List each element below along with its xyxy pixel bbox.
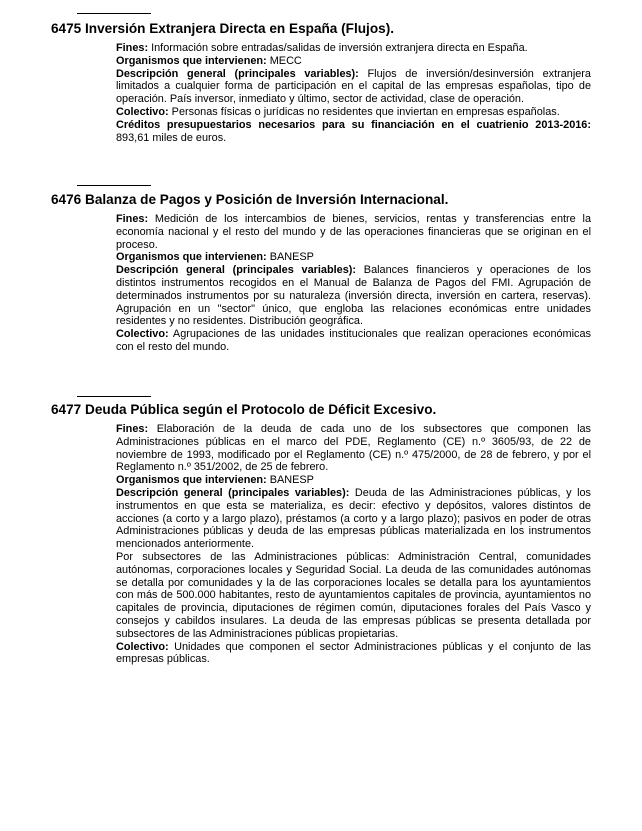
section-divider — [77, 396, 151, 397]
descripcion-label: Descripción general (principales variables): — [116, 264, 357, 277]
organismos-text: MECC — [266, 54, 302, 67]
colectivo-label: Colectivo: — [116, 328, 169, 341]
descripcion-text: Balances financieros y operaciones de los distintos instrumentos recogidos en el Manual de Balanza de Pagos del FMI. Agrupación de determinados instrumentos por su naturaleza (inversión directa, inversión en cartera, reservas). Agrupación en un "sector" único, que engloba las relaciones económicas entre unidades residentes y no residentes. Distribución geográfica. — [116, 264, 591, 328]
organismos-label: Organismos que intervienen: — [116, 474, 267, 487]
entry-title: 6476 Balanza de Pagos y Posición de Inversión Internacional. — [51, 192, 449, 207]
colectivo-text: Unidades que componen el sector Administraciones públicas y el conjunto de las empresas públicas. — [116, 640, 591, 666]
descripcion-label: Descripción general (principales variables): — [116, 486, 350, 499]
fines-paragraph — [116, 42, 591, 55]
entry-body — [116, 213, 591, 354]
colectivo-paragraph — [116, 328, 591, 354]
fines-label: Fines: — [116, 42, 149, 54]
colectivo-paragraph — [116, 106, 591, 119]
entry-title: 6477 Deuda Pública según el Protocolo de Déficit Excesivo. — [51, 402, 437, 417]
section-divider — [77, 185, 151, 186]
entry-body — [116, 42, 591, 144]
descripcion-text: Flujos de inversión/desinversión extranjera limitados a cualquier forma de participación en el capital de las empresas españolas, tipo de operación. País inversor, inmediato y último, sector de actividad, clase de operación. — [116, 67, 591, 106]
creditos-paragraph — [116, 119, 591, 145]
creditos-label: Créditos presupuestarios necesarios para su financiación en el cuatrienio 2013-2016: — [116, 118, 591, 131]
organismos-text: BANESP — [266, 251, 314, 264]
organismos-paragraph — [116, 251, 591, 264]
colectivo-text: Agrupaciones de las unidades institucionales que realizan operaciones económicas con el resto del mundo. — [116, 328, 591, 353]
organismos-paragraph — [116, 474, 591, 487]
colectivo-text: Personas físicas o jurídicas no residentes que inviertan en empresas españolas. — [168, 105, 560, 118]
colectivo-label: Colectivo: — [116, 640, 169, 653]
fines-label: Fines: — [116, 213, 149, 225]
descripcion-paragraph — [116, 68, 591, 106]
fines-paragraph — [116, 213, 591, 251]
organismos-label: Organismos que intervienen: — [116, 54, 267, 67]
creditos-text: 893,61 miles de euros. — [116, 131, 227, 144]
fines-paragraph — [116, 423, 591, 474]
fines-label: Fines: — [116, 423, 149, 435]
organismos-paragraph — [116, 55, 591, 68]
fines-text: Elaboración de la deuda de cada uno de los subsectores que componen las Administraciones públicas en el marco del PDE, Reglamento (CE) n.º 3605/93, de 22 de noviembre de 1993, modificado por el Reglamento (CE) n.º 475/2000, de 28 de febrero, y por el Reglamento n.º 351/2002, de 25 de febrero. — [116, 423, 591, 474]
section-divider — [77, 13, 151, 14]
subsectores-paragraph — [116, 551, 591, 641]
descripcion-label: Descripción general (principales variables): — [116, 67, 359, 80]
fines-text: Medición de los intercambios de bienes, servicios, rentas y transferencias entre la economía nacional y el resto del mundo y de las operaciones financieras que se originan en el proceso. — [116, 213, 591, 251]
entry-body — [116, 423, 591, 666]
subsectores-text: Por subsectores de las Administraciones públicas: Administración Central, comunidades autónomas, corporaciones locales y Seguridad Social. La deuda de las comunidades autónomas se detalla por comunidades y la de las corporaciones locales se detalla para los ayuntamientos con más de 500.000 habitantes, resto de ayuntamientos capitales de provincia, ayuntamientos no capitales de provincia, diputaciones de régimen común, diputaciones forales del País Vasco y consejos y cabildos insulares. La deuda de las empresas públicas se presenta detallada por subsectores de las Administraciones públicas propietarias. — [116, 550, 591, 640]
descripcion-paragraph — [116, 264, 591, 328]
descripcion-paragraph — [116, 487, 591, 551]
organismos-label: Organismos que intervienen: — [116, 251, 267, 264]
colectivo-label: Colectivo: — [116, 105, 169, 118]
colectivo-paragraph — [116, 641, 591, 667]
fines-text: Información sobre entradas/salidas de inversión extranjera directa en España. — [148, 42, 528, 54]
entry-title: 6475 Inversión Extranjera Directa en España (Flujos). — [51, 21, 394, 36]
descripcion-text: Deuda de las Administraciones públicas, y los instrumentos en que esta se materializa, es decir: efectivo y depósitos, valores distintos de acciones (a corto y a largo plazo), préstamos (a corto y a largo plazo); pasivos en poder de otras Administraciones públicas y deuda de las empresas públicas materializada en los instrumentos mencionados anteriormente. — [116, 486, 591, 551]
organismos-text: BANESP — [266, 474, 314, 487]
